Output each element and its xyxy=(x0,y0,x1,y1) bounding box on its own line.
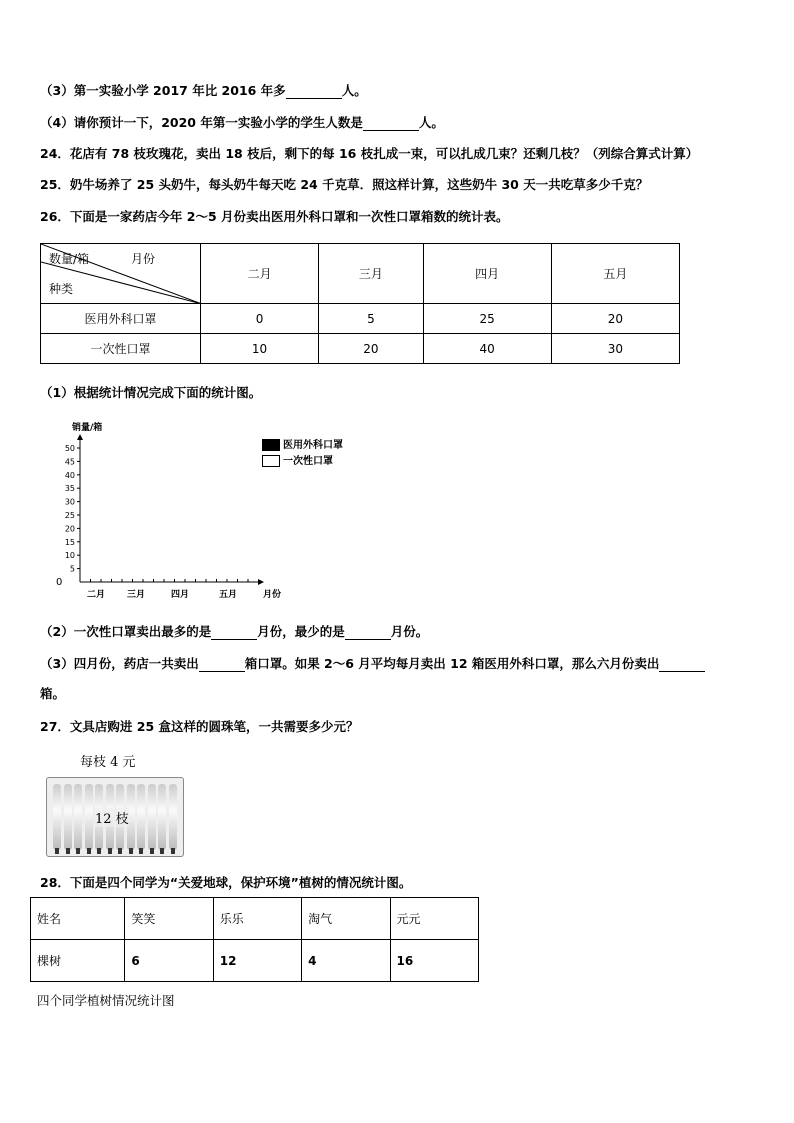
pen-price-label: 每枝 4 元 xyxy=(80,755,136,770)
pen-tip xyxy=(160,848,164,854)
row-label: 一次性口罩 xyxy=(41,334,201,364)
pen-box-image xyxy=(46,777,184,857)
y-tick-label: 5 xyxy=(69,564,75,574)
table-header-cell: 淘气 xyxy=(302,898,390,940)
y-tick-label: 30 xyxy=(64,497,75,507)
header-month: 四月 xyxy=(423,244,551,304)
pen-icon xyxy=(53,784,61,850)
pen-count-label: 12 枝 xyxy=(95,808,129,827)
q26-part2-text-b: 月份，最少的是 xyxy=(257,624,345,639)
q23-part4 xyxy=(40,115,444,131)
answer-blank[interactable] xyxy=(199,659,245,672)
q28-chart-caption: 四个同学植树情况统计图 xyxy=(37,993,175,1008)
answer-blank[interactable] xyxy=(363,118,419,131)
table-cell: 30 xyxy=(551,334,679,364)
pen-tip xyxy=(171,848,175,854)
row-label: 医用外科口罩 xyxy=(41,304,201,334)
x-category-label: 三月 xyxy=(126,590,146,600)
legend-label: 医用外科口罩 xyxy=(283,440,343,451)
pen-tip xyxy=(150,848,154,854)
q26-part2-text-a: （2）一次性口罩卖出最多的是 xyxy=(40,624,212,639)
y-axis-label: 销量/箱 xyxy=(72,423,103,433)
pen-icon xyxy=(148,784,156,850)
pen-icon xyxy=(158,784,166,850)
pen-tip xyxy=(139,848,143,854)
table-cell: 25 xyxy=(423,304,551,334)
pen-tip xyxy=(118,848,122,854)
corner-quantity-label: 数量/箱 xyxy=(49,252,90,266)
answer-blank[interactable] xyxy=(286,86,342,99)
pen-tip xyxy=(55,848,59,854)
legend-swatch-white xyxy=(262,455,280,467)
table-cell: 20 xyxy=(551,304,679,334)
q24-text: 24．花店有 78 枝玫瑰花，卖出 18 枝后，剩下的每 16 枝扎成一束，可以扎成几束？还剩几枝？（列综合算式计算） xyxy=(40,146,699,161)
table-header-cell: 笑笑 xyxy=(125,898,213,940)
q28-text: 28．下面是四个同学为“关爱地球，保护环境”植树的情况统计图。 xyxy=(40,875,412,890)
x-category-label: 四月 xyxy=(170,590,190,600)
q26-part1: （1）根据统计情况完成下面的统计图。 xyxy=(40,385,262,400)
mask-sales-table xyxy=(40,243,680,364)
header-month: 五月 xyxy=(551,244,679,304)
table-cell: 10 xyxy=(200,334,318,364)
y-tick-label: 25 xyxy=(64,511,75,520)
table-cell: 5 xyxy=(319,304,423,334)
q26-part3-text-b: 箱口罩。如果 2～6 月平均每月卖出 12 箱医用外科口罩，那么六月份卖出 xyxy=(244,656,660,671)
answer-blank[interactable] xyxy=(659,659,705,672)
table-cell: 4 xyxy=(302,940,390,982)
q26-intro: 26．下面是一家药店今年 2～5 月份卖出医用外科口罩和一次性口罩箱数的统计表。 xyxy=(40,209,509,224)
table-corner-cell xyxy=(41,244,201,304)
q26-part2 xyxy=(40,624,428,640)
q26-part3-end: 箱。 xyxy=(40,686,66,701)
chart-legend xyxy=(262,436,343,468)
q23-part3-text: （3）第一实验小学 2017 年比 2016 年多 xyxy=(40,83,286,98)
legend-item xyxy=(262,452,343,468)
table-cell: 0 xyxy=(200,304,318,334)
pen-icon xyxy=(64,784,72,850)
row-label: 棵树 xyxy=(31,940,125,982)
pen-tip xyxy=(66,848,70,854)
table-cell: 40 xyxy=(423,334,551,364)
legend-item xyxy=(262,436,343,452)
table-cell: 12 xyxy=(213,940,301,982)
q27-text: 27．文具店购进 25 盒这样的圆珠笔，一共需要多少元？ xyxy=(40,719,359,734)
x-axis-arrow xyxy=(258,579,264,585)
y-axis-arrow xyxy=(77,434,83,440)
y-tick-label: 35 xyxy=(64,484,75,494)
pen-tip xyxy=(108,848,112,854)
q23-part4-text: （4）请你预计一下，2020 年第一实验小学的学生人数是 xyxy=(40,115,363,130)
y-tick-label: 0 xyxy=(56,577,63,588)
table-cell: 16 xyxy=(390,940,478,982)
x-category-label: 五月 xyxy=(218,590,238,600)
pen-tip xyxy=(76,848,80,854)
table-header-cell: 元元 xyxy=(390,898,478,940)
q23-part3-tail: 人。 xyxy=(341,83,367,98)
y-tick-label: 20 xyxy=(64,524,75,534)
pen-icon xyxy=(74,784,82,850)
answer-blank[interactable] xyxy=(211,627,257,640)
table-cell: 6 xyxy=(125,940,213,982)
q25-text: 25．奶牛场养了 25 头奶牛，每头奶牛每天吃 24 千克草．照这样计算，这些奶牛 30 天一共吃草多少千克？ xyxy=(40,177,649,192)
pen-tip xyxy=(129,848,133,854)
x-category-label: 二月 xyxy=(86,590,106,600)
corner-type-label: 种类 xyxy=(49,282,74,296)
y-tick-label: 15 xyxy=(64,537,75,547)
y-tick-label: 50 xyxy=(64,444,75,453)
pen-icon xyxy=(85,784,93,850)
pen-icon xyxy=(137,784,145,850)
q26-part2-text-c: 月份。 xyxy=(390,624,429,639)
y-tick-label: 10 xyxy=(64,551,75,561)
legend-label: 一次性口罩 xyxy=(283,456,333,467)
q26-part3-text-a: （3）四月份，药店一共卖出 xyxy=(40,656,199,671)
tree-planting-table xyxy=(30,897,479,982)
header-month: 二月 xyxy=(200,244,318,304)
q23-part3 xyxy=(40,83,367,99)
x-axis-label: 月份 xyxy=(262,590,282,600)
y-tick-label: 45 xyxy=(64,457,75,467)
pen-tip xyxy=(87,848,91,854)
pen-icon xyxy=(169,784,177,850)
q23-part4-tail: 人。 xyxy=(418,115,444,130)
y-tick-label: 40 xyxy=(64,470,75,480)
table-header-cell: 乐乐 xyxy=(213,898,301,940)
legend-swatch-black xyxy=(262,439,280,451)
q26-part3 xyxy=(40,656,705,672)
answer-blank[interactable] xyxy=(345,627,391,640)
corner-month-label: 月份 xyxy=(131,252,156,266)
header-month: 三月 xyxy=(319,244,423,304)
table-header-cell: 姓名 xyxy=(31,898,125,940)
pen-tip xyxy=(97,848,101,854)
table-cell: 20 xyxy=(319,334,423,364)
